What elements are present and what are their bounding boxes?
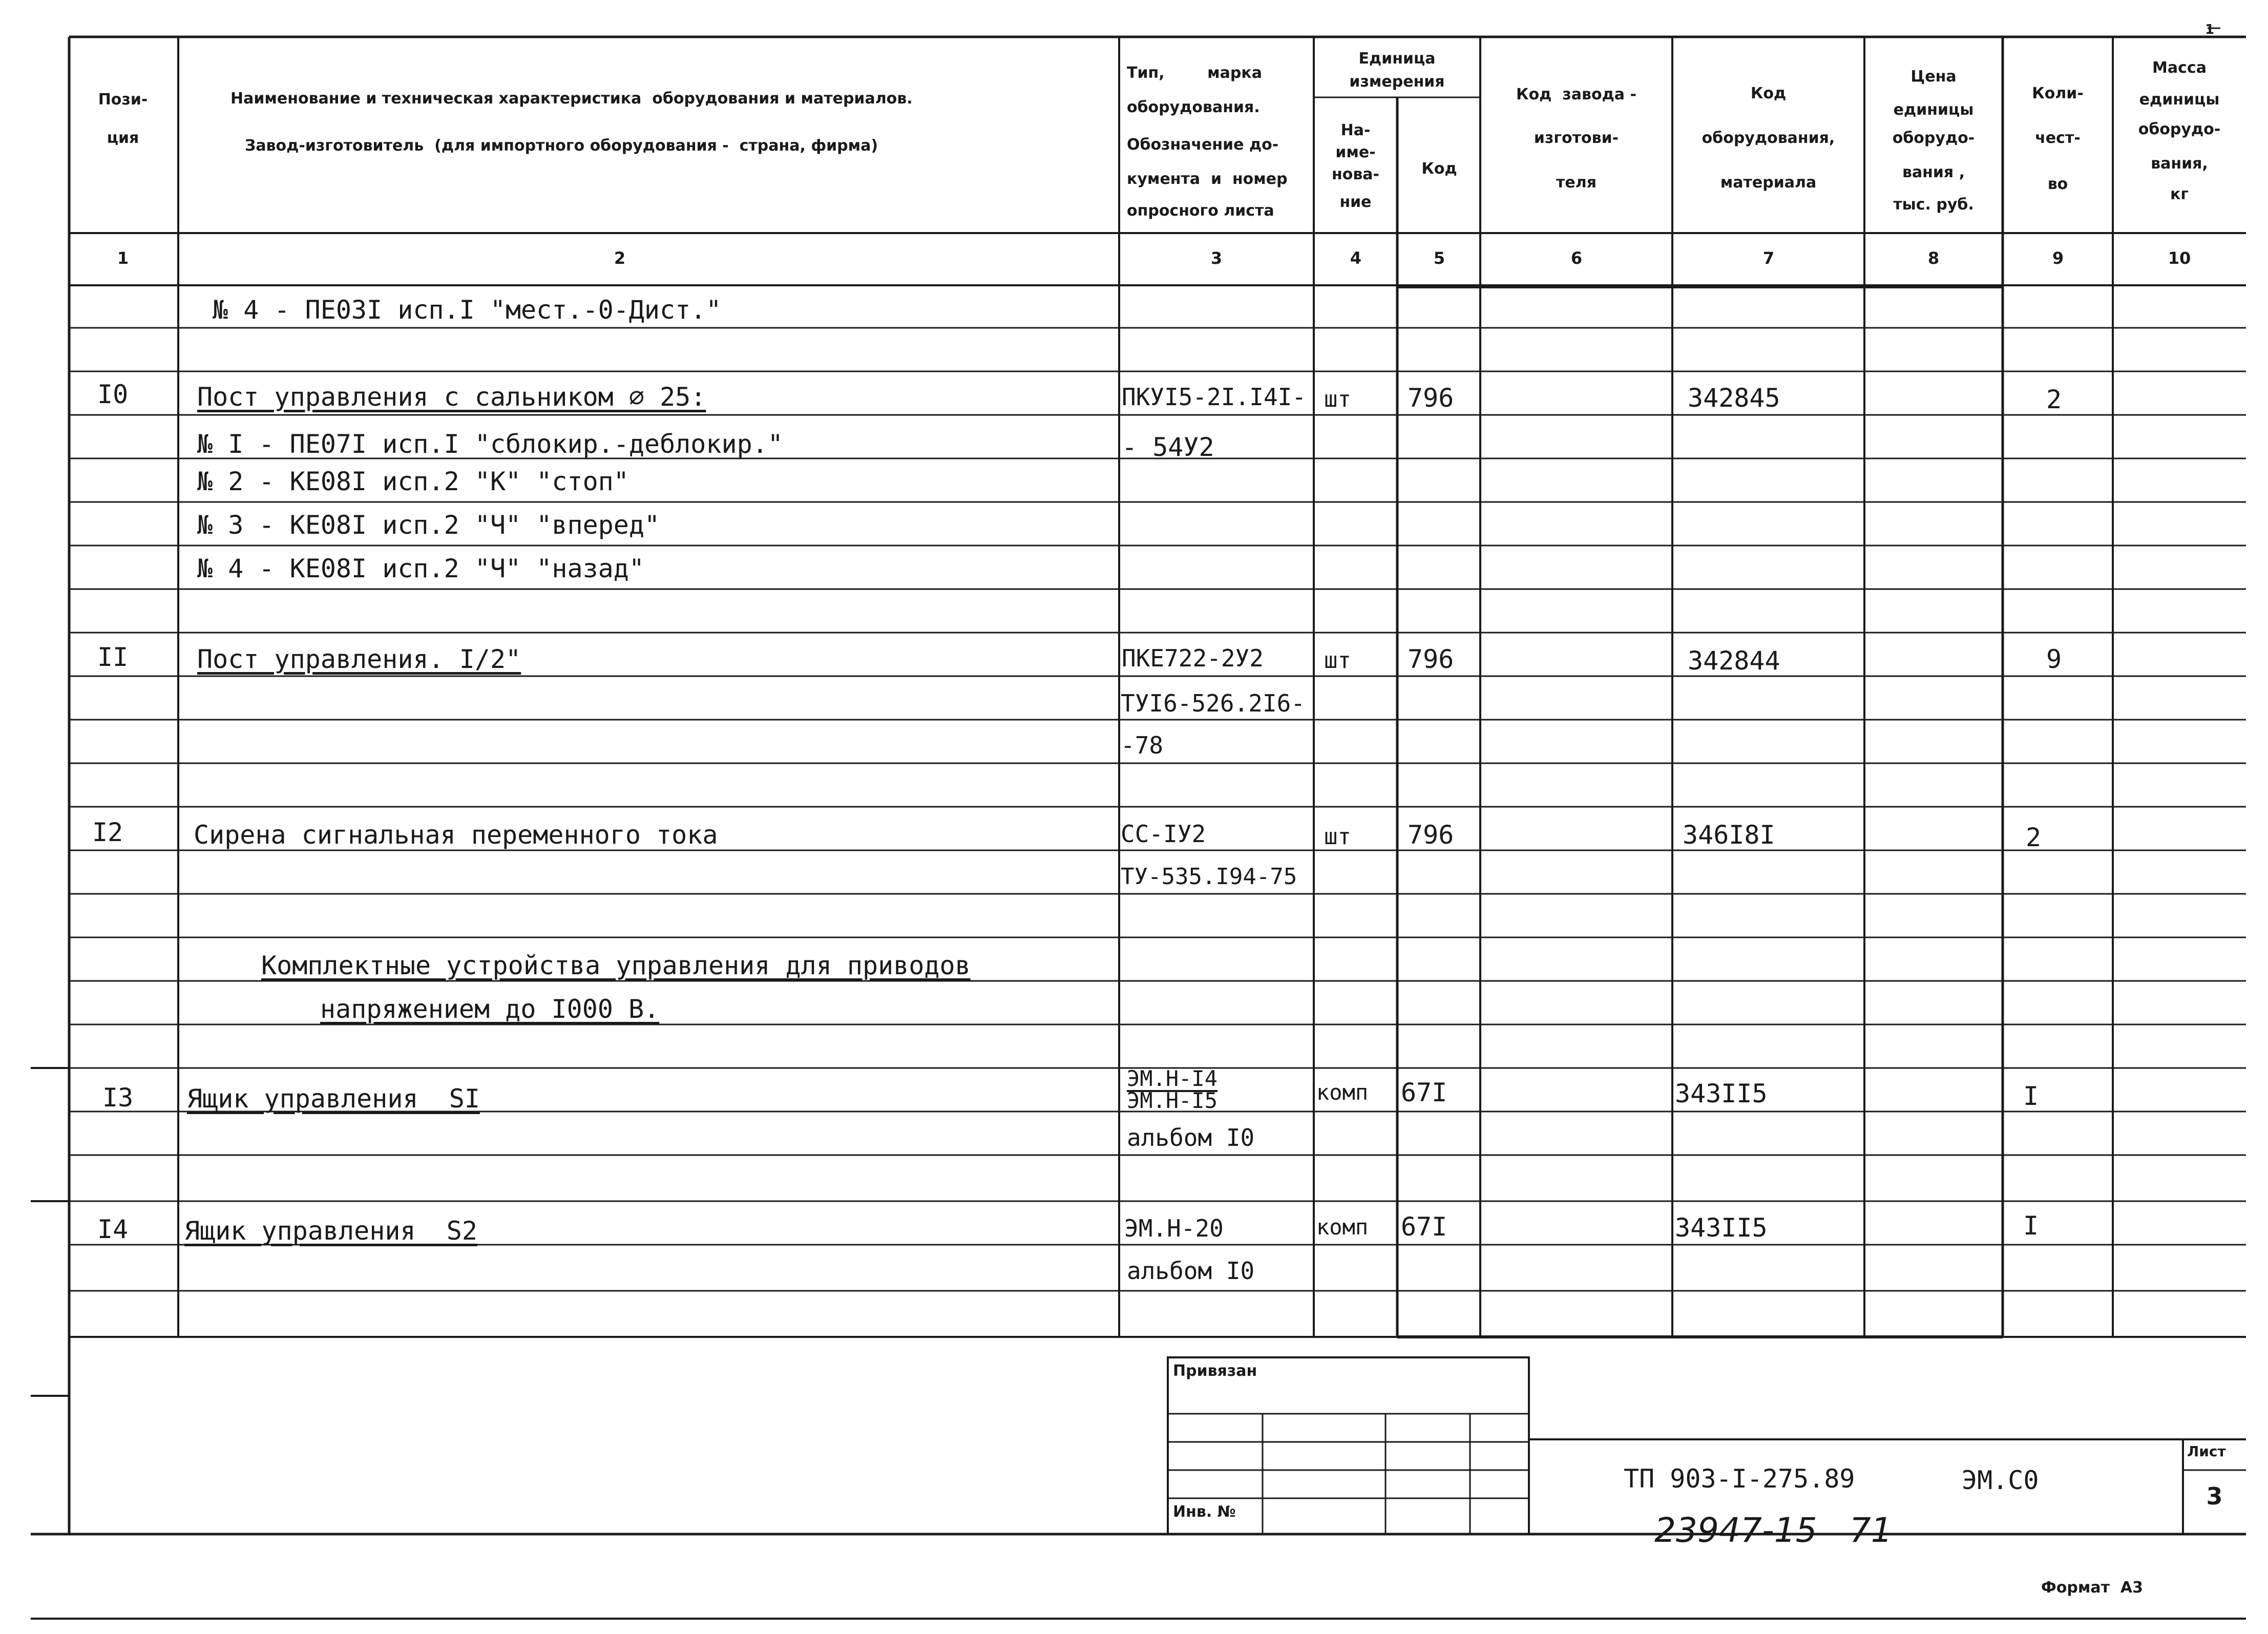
header-unit-name-line4: ние — [1339, 193, 1372, 211]
table-row-unit: шт — [1324, 824, 1351, 850]
header-price-line1: Цена — [1910, 68, 1957, 86]
header-factory-code-line2: изготови- — [1534, 129, 1619, 147]
table-row-position: I3 — [102, 1083, 134, 1113]
document-code: ТП 903-I-275.89 — [1624, 1464, 1855, 1494]
table-row-type: альбом I0 — [1127, 1257, 1255, 1285]
header-mass-line1: Масса — [2152, 59, 2207, 77]
column-number: 8 — [1927, 248, 1940, 268]
table-row-type: ТУ-535.I94-75 — [1121, 864, 1297, 890]
column-number: 1 — [117, 248, 129, 268]
table-row-name: Пост управления с сальником ∅ 25: — [197, 382, 706, 412]
table-row-type: ЭМ.Н-20 — [1124, 1214, 1224, 1242]
table-row-equip-code: 346I8I — [1683, 820, 1775, 850]
stamp-inventory-label: Инв. № — [1173, 1503, 1236, 1521]
header-unit-name-line1: На- — [1340, 121, 1371, 139]
header-qty-line3: во — [2047, 175, 2068, 193]
section-heading-line1: Комплектные устройства управления для приводов — [261, 951, 971, 980]
stamp-attached-label: Привязан — [1173, 1362, 1257, 1380]
corner-mark: 1 — [2205, 22, 2215, 37]
table-row-equip-code: 343II5 — [1675, 1079, 1768, 1108]
header-factory-code-line1: Код завода - — [1516, 86, 1636, 103]
header-position-line2: ция — [107, 129, 139, 147]
section-heading-line2: напряжением до I000 В. — [320, 994, 660, 1024]
table-row-type: -78 — [1121, 731, 1164, 759]
table-row-qty: I — [2023, 1211, 2039, 1241]
table-row-unit: комп — [1316, 1214, 1369, 1240]
table-row-type: ПКЕ722-2У2 — [1122, 644, 1264, 672]
table-row-position: I2 — [92, 818, 123, 847]
table-row-position: II — [97, 642, 129, 672]
table-row-name: № 3 - КЕ08I исп.2 "Ч" "вперед" — [197, 510, 660, 540]
table-row-type: СС-IУ2 — [1121, 820, 1206, 848]
header-unit-line1: Единица — [1358, 50, 1436, 68]
table-row-name: Сирена сигнальная переменного тока — [194, 820, 718, 850]
header-name-line2: Завод-изготовитель (для импортного оборудования - страна, фирма) — [245, 137, 878, 155]
table-row-type: альбом I0 — [1127, 1124, 1255, 1151]
column-number: 7 — [1762, 248, 1775, 268]
header-type-line2: оборудования. — [1127, 98, 1260, 116]
header-mass-line3: оборудо- — [2138, 120, 2221, 138]
header-price-line3: оборудо- — [1892, 129, 1975, 147]
table-row-qty: 2 — [2026, 823, 2042, 852]
table-row-name: Пост управления. I/2" — [197, 644, 521, 674]
table-row-type: ЭМ.Н-I5 — [1127, 1088, 1218, 1113]
table-row-name: Ящик управления SI — [187, 1084, 480, 1114]
header-name-line1: Наименование и техническая характеристика оборудования и материалов. — [230, 90, 913, 108]
column-number: 4 — [1350, 248, 1362, 268]
table-row-qty: 2 — [2046, 385, 2062, 414]
column-number: 3 — [1210, 248, 1223, 268]
column-number: 6 — [1570, 248, 1583, 268]
sheet-label: Лист — [2187, 1443, 2226, 1460]
table-row-type: - 54У2 — [1122, 432, 1214, 462]
table-row-equip-code: 342845 — [1688, 383, 1780, 413]
table-row-unit: комп — [1316, 1080, 1369, 1105]
table-row-type: ЭМ.Н-I4 — [1127, 1066, 1218, 1091]
header-mass-line4: вания, — [2151, 155, 2208, 173]
header-type-line5: опросного листа — [1127, 202, 1274, 220]
header-unit-line2: измерения — [1349, 73, 1445, 91]
header-equip-code-line2: оборудования, — [1702, 129, 1835, 147]
document-mark: ЭМ.С0 — [1962, 1465, 2039, 1495]
column-number: 5 — [1433, 248, 1445, 268]
table-row-unit-code: 67I — [1401, 1212, 1447, 1242]
table-row-equip-code: 343II5 — [1675, 1213, 1768, 1243]
header-price-line2: единицы — [1893, 101, 1974, 119]
header-equip-code-line1: Код — [1750, 85, 1787, 102]
table-row-unit-code: 796 — [1408, 644, 1454, 674]
header-factory-code-line3: теля — [1556, 174, 1597, 192]
header-price-line4: вания , — [1902, 163, 1965, 181]
header-price-line5: тыс. руб. — [1893, 196, 1974, 214]
table-row-name: Ящик управления S2 — [184, 1216, 477, 1246]
table-row-name: № 4 - ПЕ03I исп.I "мест.-0-Дист." — [213, 295, 722, 325]
header-mass-line2: единицы — [2139, 91, 2220, 109]
header-type-line1: Тип, марка — [1127, 64, 1263, 82]
table-row-qty: 9 — [2046, 644, 2062, 674]
column-number: 9 — [2052, 248, 2064, 268]
table-row-unit: шт — [1324, 386, 1351, 412]
header-unit-name-line2: име- — [1335, 143, 1376, 161]
header-qty-line2: чест- — [2035, 129, 2081, 147]
table-row-type: ПКУI5-2I.I4I- — [1122, 383, 1307, 411]
table-row-name: № I - ПЕ07I исп.I "сблокир.-деблокир." — [197, 429, 783, 459]
format-label: Формат А3 — [2041, 1579, 2143, 1597]
table-row-name: № 2 - КЕ08I исп.2 "К" "стоп" — [197, 467, 629, 496]
header-unit-code: Код — [1421, 160, 1457, 178]
sheet-number: 3 — [2206, 1482, 2223, 1510]
header-mass-line5: кг — [2170, 185, 2189, 203]
header-type-line4: кумента и номер — [1127, 170, 1288, 188]
table-row-name: № 4 - КЕ08I исп.2 "Ч" "назад" — [197, 554, 644, 583]
header-unit-name-line3: нова- — [1331, 165, 1380, 183]
header-qty-line1: Коли- — [2032, 85, 2084, 102]
table-row-unit-code: 67I — [1401, 1078, 1447, 1107]
column-number: 10 — [2168, 248, 2191, 268]
table-row-type: ТУI6-526.2I6- — [1121, 689, 1306, 717]
table-row-equip-code: 342844 — [1688, 646, 1780, 676]
header-position-line1: Пози- — [98, 91, 148, 109]
table-row-position: I4 — [97, 1214, 129, 1244]
table-row-position: I0 — [97, 380, 129, 409]
table-row-unit: шт — [1324, 647, 1351, 674]
table-row-unit-code: 796 — [1408, 383, 1454, 413]
table-row-qty: I — [2023, 1081, 2039, 1111]
header-equip-code-line3: материала — [1720, 174, 1817, 192]
handwritten-number: 23947-15 71 — [1654, 1511, 1893, 1550]
header-type-line3: Обозначение до- — [1127, 136, 1279, 154]
table-row-unit-code: 796 — [1408, 820, 1454, 850]
column-number: 2 — [614, 248, 626, 268]
